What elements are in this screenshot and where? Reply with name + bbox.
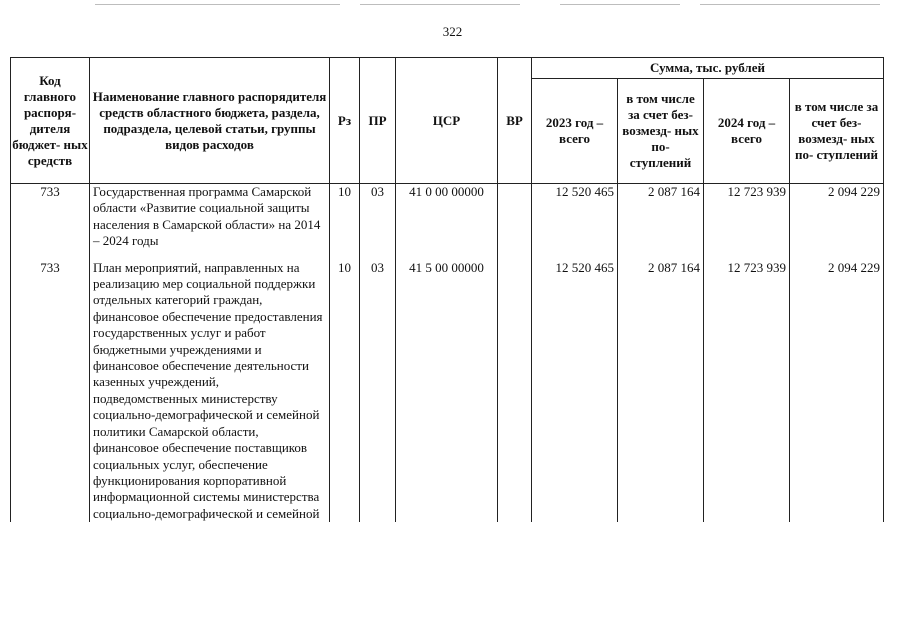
header-sum-group: Сумма, тыс. рублей (532, 58, 884, 79)
table-row (11, 184, 884, 250)
table-row (11, 250, 884, 523)
header-pr: ПР (360, 58, 396, 184)
cell-code: 733 (11, 250, 90, 523)
header-vr: ВР (498, 58, 532, 184)
cell-vr (498, 184, 532, 250)
header-2024-total: 2024 год – всего (704, 79, 790, 184)
cell-2023-total: 12 520 465 (532, 184, 618, 250)
cell-2024-grants: 2 094 229 (790, 184, 884, 250)
header-2024-grants: в том числе за счет без- возмезд- ных по- ступлений (790, 79, 884, 184)
cell-2024-total: 12 723 939 (704, 250, 790, 523)
cell-csr: 41 5 00 00000 (396, 250, 498, 523)
scan-artifact-line (700, 4, 880, 5)
header-name: Наименование главного распорядителя средств областного бюджета, раздела, подраздела, целевой статьи, группы видов расходов (90, 58, 330, 184)
cell-2024-total: 12 723 939 (704, 184, 790, 250)
cell-pr: 03 (360, 250, 396, 523)
page-number: 322 (442, 24, 463, 39)
cell-2023-grants: 2 087 164 (618, 250, 704, 523)
cell-code: 733 (11, 184, 90, 250)
header-csr: ЦСР (396, 58, 498, 184)
cell-2023-total: 12 520 465 (532, 250, 618, 523)
cell-csr: 41 0 00 00000 (396, 184, 498, 250)
cell-pr: 03 (360, 184, 396, 250)
header-2023-total: 2023 год – всего (532, 79, 618, 184)
cell-name: Государственная программа Самарской области «Развитие социальной защиты населения в Самарской области» на 2014 – 2024 годы (90, 184, 330, 250)
cell-vr (498, 250, 532, 523)
header-rz: Рз (330, 58, 360, 184)
header-2023-grants: в том числе за счет без- возмезд- ных по- ступлений (618, 79, 704, 184)
cell-name: План мероприятий, направленных на реализацию мер социальной поддержки отдельных категорий граждан, финансовое обеспечение предоставления государственных услуг и работ бюджетными учреждениями и финансовое обеспечение деятельности казенных учреждений, подведомственных министерству социально-демографической и семейной политики Самарской области, финансовое обеспечение поставщиков социальных услуг, обеспечение функционирования корпоративной информационной системы министерства социально-демографической и семейной (90, 250, 330, 523)
scan-artifact-line (95, 4, 340, 5)
cell-rz: 10 (330, 184, 360, 250)
header-code: Код главного распоря- дителя бюджет- ных средств (11, 58, 90, 184)
cell-2023-grants: 2 087 164 (618, 184, 704, 250)
scan-artifact-line (360, 4, 520, 5)
scan-artifact-line (560, 4, 680, 5)
cell-2024-grants: 2 094 229 (790, 250, 884, 523)
budget-table (10, 57, 884, 522)
cell-rz: 10 (330, 250, 360, 523)
